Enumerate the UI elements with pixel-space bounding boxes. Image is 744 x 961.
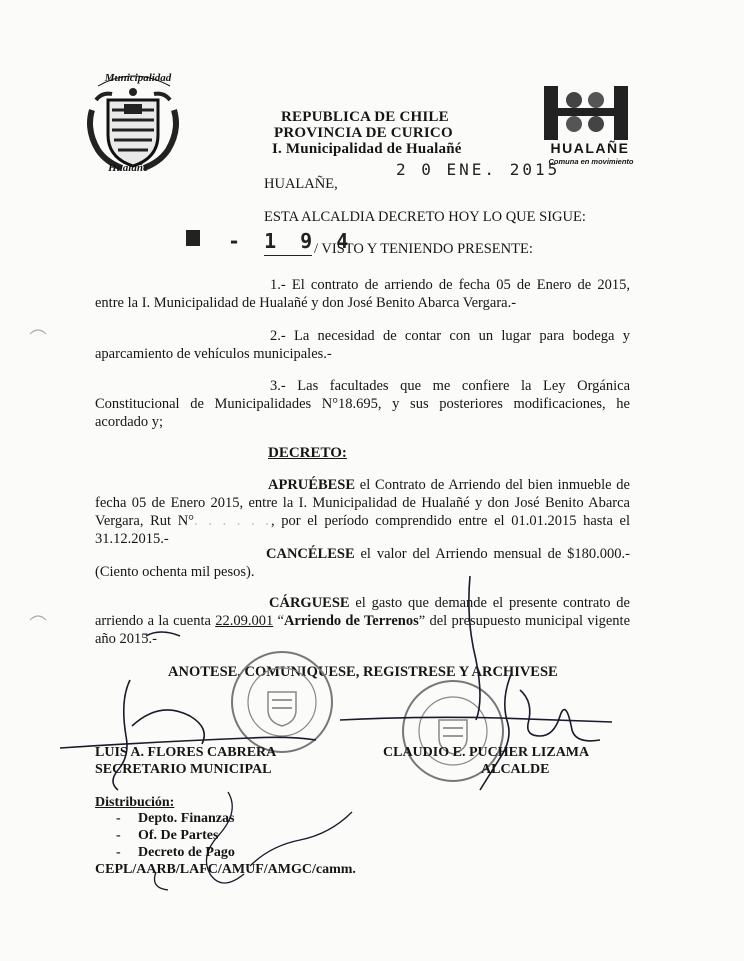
rut-label: Vergara, Rut N° xyxy=(95,513,194,529)
distribution-initials: CEPL/AARB/LAFC/AMUF/AMGC/camm. xyxy=(95,862,356,877)
resolution-1-text: el Contrato de Arriendo del bien inmueble de xyxy=(355,477,630,493)
distribution-title: Distribución: xyxy=(95,795,175,810)
consideration-3-rest: Constitucional de Municipalidades N°18.695, y sus posteriores modificaciones, he acordado y; xyxy=(95,396,630,430)
visto-label: / VISTO Y TENIENDO PRESENTE: xyxy=(314,241,533,257)
resolution-2-line2: (Ciento ochenta mil pesos). xyxy=(95,564,255,580)
resolution-1-keyword: APRUÉBESE xyxy=(268,477,356,493)
account-label: arriendo a la cuenta xyxy=(95,613,216,629)
scan-punch-marks xyxy=(20,320,50,640)
period-text: , por el período comprendido entre el 01.01.2015 hasta el xyxy=(270,513,631,529)
resolution-3-keyword: CÁRGUESE xyxy=(269,595,350,611)
seal-top-text: Municipalidad xyxy=(104,72,172,84)
rut-redacted: . . . . . . xyxy=(193,513,271,529)
distribution-item: - Depto. Finanzas xyxy=(116,811,235,826)
consideration-2-first: 2.- La necesidad de contar con un lugar para bodega y xyxy=(270,328,630,344)
resolution-1-line4: 31.12.2015.- xyxy=(95,531,169,547)
seal-bottom-text: Hualañé xyxy=(108,162,148,174)
distribution-item: - Of. De Partes xyxy=(116,828,219,843)
secretary-name: LUIS A. FLORES CABRERA xyxy=(95,745,277,760)
logo-name: HUALAÑE xyxy=(550,140,630,156)
place-label: HUALAÑE, xyxy=(264,176,338,192)
decree-number: - 1 9 4 xyxy=(228,229,355,253)
resolution-2-keyword: CANCÉLESE xyxy=(266,546,355,562)
resolution-2-text: el valor del Arriendo mensual de $180.000.- xyxy=(354,546,630,562)
intro-line: ESTA ALCALDIA DECRETO HOY LO QUE SIGUE: xyxy=(264,209,586,225)
distribution-item-label: Of. De Partes xyxy=(138,828,219,843)
header-republic: REPUBLICA DE CHILE xyxy=(281,109,449,125)
secretary-title: SECRETARIO MUNICIPAL xyxy=(95,762,272,777)
header-province: PROVINCIA DE CURICO xyxy=(274,125,453,141)
distribution-item-label: Depto. Finanzas xyxy=(138,811,235,826)
distribution-item-label: Decreto de Pago xyxy=(138,845,235,860)
consideration-3-first: 3.- Las facultades que me confiere la Ley Orgánica xyxy=(270,378,630,394)
account-number: 22.09.001 xyxy=(215,613,274,629)
logo-tagline: Comuna en movimiento xyxy=(548,157,634,166)
consideration-1-rest: entre la I. Municipalidad de Hualañé y don José Benito Abarca Vergara.- xyxy=(95,295,517,311)
quote-open: “ xyxy=(273,613,284,629)
closing-line: ANOTESE, COMUNIQUESE, REGISTRESE Y ARCHIVESE xyxy=(168,664,558,680)
header-municipality: I. Municipalidad de Hualañé xyxy=(272,141,462,157)
account-name: Arriendo de Terrenos xyxy=(283,613,419,629)
mayor-title: ALCALDE xyxy=(481,762,550,777)
decreto-title: DECRETO: xyxy=(268,445,347,461)
consideration-1-first: 1.- El contrato de arriendo de fecha 05 de Enero de 2015, xyxy=(270,277,630,293)
mayor-name: CLAUDIO E. PUCHER LIZAMA xyxy=(383,745,590,760)
distribution-item: - Decreto de Pago xyxy=(116,845,235,860)
date-stamp: 2 0 ENE. 2015 xyxy=(396,160,561,179)
consideration-2-rest: aparcamiento de vehículos municipales.- xyxy=(95,346,332,362)
resolution-1-line2: fecha 05 de Enero 2015, entre la I. Municipalidad de Hualañé y don José Benito Abarca xyxy=(95,495,630,511)
budget-text: ” del presupuesto municipal vigente xyxy=(418,613,630,629)
resolution-3-text: el gasto que demande el presente contrato de xyxy=(349,595,630,611)
resolution-3-line3: año 2015.- xyxy=(95,631,158,647)
